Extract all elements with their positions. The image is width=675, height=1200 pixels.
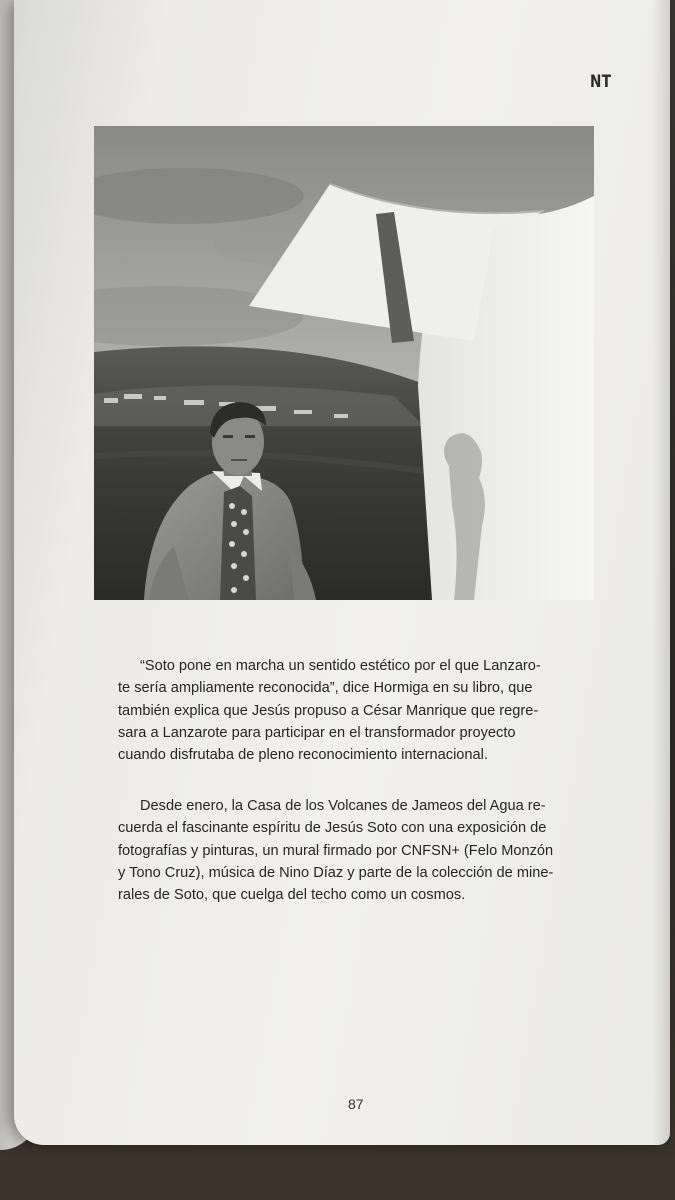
text-line: sara a Lanzarote para participar en el transformador proyecto: [118, 724, 516, 741]
text-line: “Soto pone en marcha un sentido estético por el que Lanzaro-: [140, 658, 541, 674]
text-line: y Tono Cruz), música de Nino Díaz y parte de la colección de mine-: [118, 864, 554, 881]
text-line: cuando disfrutaba de pleno reconocimiento internacional.: [118, 747, 488, 764]
paragraph-exhibition: [118, 795, 646, 906]
text-line: te sería ampliamente reconocida”, dice Hormiga en su libro, que: [118, 680, 533, 697]
section-mark: NT: [590, 72, 612, 92]
page-shadow: [652, 0, 670, 1145]
text-line: Desde enero, la Casa de los Volcanes de Jameos del Agua re-: [140, 798, 546, 814]
paragraph-quote: [118, 655, 646, 766]
text-line: también explica que Jesús propuso a César Manrique que regre-: [118, 702, 539, 719]
page-number: 87: [348, 1096, 364, 1112]
text-line: cuerda el fascinante espíritu de Jesús Soto con una exposición de: [118, 820, 547, 837]
text-line: rales de Soto, que cuelga del techo como un cosmos.: [118, 887, 466, 904]
text-line: fotografías y pinturas, un mural firmado por CNFSN+ (Felo Monzón: [118, 842, 554, 859]
portrait-photo: [94, 126, 594, 600]
